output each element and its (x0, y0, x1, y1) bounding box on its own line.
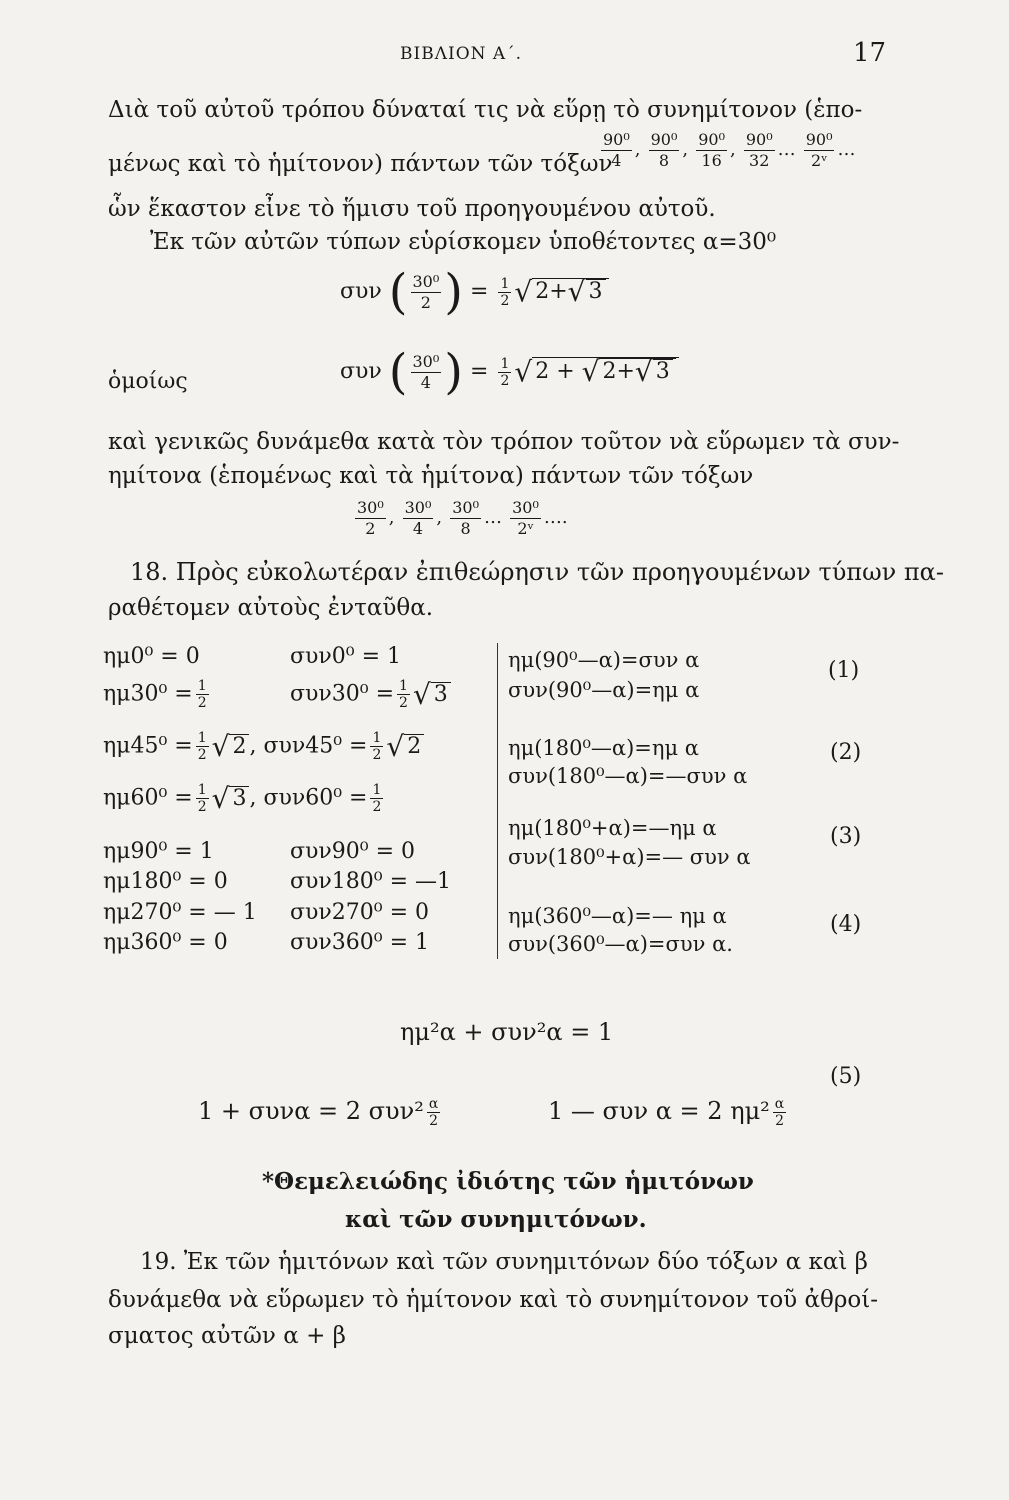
formula-3a: ημ(180⁰+α)=—ημ α (508, 816, 717, 840)
para1-line2 (108, 150, 612, 178)
cos-30: συν30⁰ = $\frac{1}{2}$ √ 3 (290, 678, 451, 711)
arc-frac: $\frac{\text{90⁰}}{16}$ (698, 130, 725, 170)
cos-90: συν90⁰ = 0 (290, 839, 415, 864)
equation-number-4: (4) (830, 912, 862, 937)
sin-270: ημ270⁰ = — 1 (103, 900, 257, 925)
sin-30: ημ30⁰ = $\frac{1}{2}$ (103, 678, 207, 711)
sin-cos-45: ημ45⁰ = $\frac{1}{2}$ √ 2 , συν45⁰ = $\frac{1}{2}$ √ 2 (103, 730, 424, 763)
arc-list-30: $\frac{\text{30⁰}}{2}$ , $\frac{\text{30⁰}}{4}$ , $\frac{\text{30⁰}}{8}$ … $\frac{\text{30⁰}}{\text{2ᵛ}}$ …. (357, 498, 568, 538)
para3-line2: ημίτονα (ἑπομένως καὶ τὰ ἡμίτονα) πάντων τῶν τόξων (108, 463, 754, 489)
formula-cos-7-5: συν ( $\frac{\text{30⁰}}{4}$ ) = $\frac{1}{2}$ √ 2 + √ 2+√ 3 (340, 348, 679, 396)
heading-line1: *Θεμελειώδης ἰδιότης τῶν ἡμιτόνων (262, 1168, 754, 1195)
formula-2b: συν(180⁰—α)=—συν α (508, 764, 748, 788)
section18-line2: ραθέτομεν αὐτοὺς ἐνταῦθα. (108, 595, 434, 621)
formula2-label: ὁμοίως (108, 369, 188, 394)
cos-360: συν360⁰ = 1 (290, 930, 429, 955)
running-header: ΒΙΒΛΙΟΝ Α΄. (400, 44, 523, 64)
equation-number-5: (5) (830, 1064, 862, 1089)
section19-line2: δυνάμεθα νὰ εὕρωμεν τὸ ἡμίτονον καὶ τὸ συνημίτονον τοῦ ἀθροί- (108, 1287, 878, 1313)
arc-frac: $\frac{\text{90⁰}}{32}$ (745, 130, 773, 170)
page-number: 17 (853, 38, 887, 68)
sin-cos-60: ημ60⁰ = $\frac{1}{2}$ √ 3 , συν60⁰ = $\frac{1}{2}$ (103, 782, 382, 815)
cos-180: συν180⁰ = —1 (290, 869, 451, 894)
equation-number-2: (2) (830, 740, 862, 765)
sin-90: ημ90⁰ = 1 (103, 839, 214, 864)
formula-4a: ημ(360⁰—α)=— ημ α (508, 904, 727, 928)
formula-1a: ημ(90⁰—α)=συν α (508, 648, 700, 672)
identity-cos-half: 1 + συνα = 2 συν² $\frac{\alpha}{2}$ (198, 1096, 439, 1129)
cos-0: συν0⁰ = 1 (290, 644, 401, 669)
para3-line1: καὶ γενικῶς δυνάμεθα κατὰ τὸν τρόπον τοῦτον νὰ εὕρωμεν τὰ συν- (108, 429, 900, 455)
section18-line1: 18. Πρὸς εὐκολωτέραν ἐπιθεώρησιν τῶν προηγουμένων τύπων πα- (130, 558, 944, 586)
section19-line1: 19. Ἐκ τῶν ἡμιτόνων καὶ τῶν συνημιτόνων δύο τόξων α καὶ β (140, 1249, 868, 1275)
formula-4b: συν(360⁰—α)=συν α. (508, 932, 733, 956)
identity-sin-half: 1 — συν α = 2 ημ² $\frac{\alpha}{2}$ (548, 1096, 785, 1129)
formula-cos-15: συν ( $\frac{\text{30⁰}}{2}$ ) = $\frac{1}{2}$ √ 2+√ 3 (340, 268, 609, 316)
formula-3b: συν(180⁰+α)=— συν α (508, 845, 751, 869)
para1-line2-text: μένως καὶ τὸ ἡμίτονον) πάντων τῶν τόξων (108, 151, 613, 177)
equation-number-1: (1) (828, 658, 860, 683)
arc-frac: $\frac{\text{90⁰}}{\text{2ᵛ}}$ (805, 130, 833, 170)
section19-line3: σματος αὐτῶν α + β (108, 1323, 346, 1349)
para1-line1: Διὰ τοῦ αὐτοῦ τρόπου δύναταί τις νὰ εὕρῃ τὸ συνημίτονον (ἑπο- (108, 97, 863, 123)
arc-frac: $\frac{\text{90⁰}}{8}$ (650, 130, 678, 170)
formula-2a: ημ(180⁰—α)=ημ α (508, 736, 699, 760)
formula-1b: συν(90⁰—α)=ημ α (508, 678, 700, 702)
arc-list-90: $\frac{\text{90⁰}}{4}$ , $\frac{\text{90⁰}}{8}$ , $\frac{\text{90⁰}}{16}$ , $\frac{\text{90⁰}}{32}$ … $\frac{\text{90⁰}}{\text{2ᵛ}}$ … (603, 130, 856, 170)
sin-0: ημ0⁰ = 0 (103, 644, 200, 669)
heading-line2: καὶ τῶν συνημιτόνων. (345, 1206, 647, 1233)
para2-line: Ἐκ τῶν αὐτῶν τύπων εὑρίσκομεν ὑποθέτοντες α=30⁰ (150, 229, 777, 255)
sin-180: ημ180⁰ = 0 (103, 869, 228, 894)
table-divider (497, 643, 498, 959)
para1-line3: ὧν ἕκαστον εἶνε τὸ ἥμισυ τοῦ προηγουμένου αὐτοῦ. (108, 196, 716, 222)
equation-number-3: (3) (830, 824, 862, 849)
cos-270: συν270⁰ = 0 (290, 900, 429, 925)
sin-360: ημ360⁰ = 0 (103, 930, 228, 955)
arc-frac: $\frac{\text{90⁰}}{4}$ (603, 130, 630, 170)
identity-pythagorean: ημ²α + συν²α = 1 (400, 1018, 614, 1046)
